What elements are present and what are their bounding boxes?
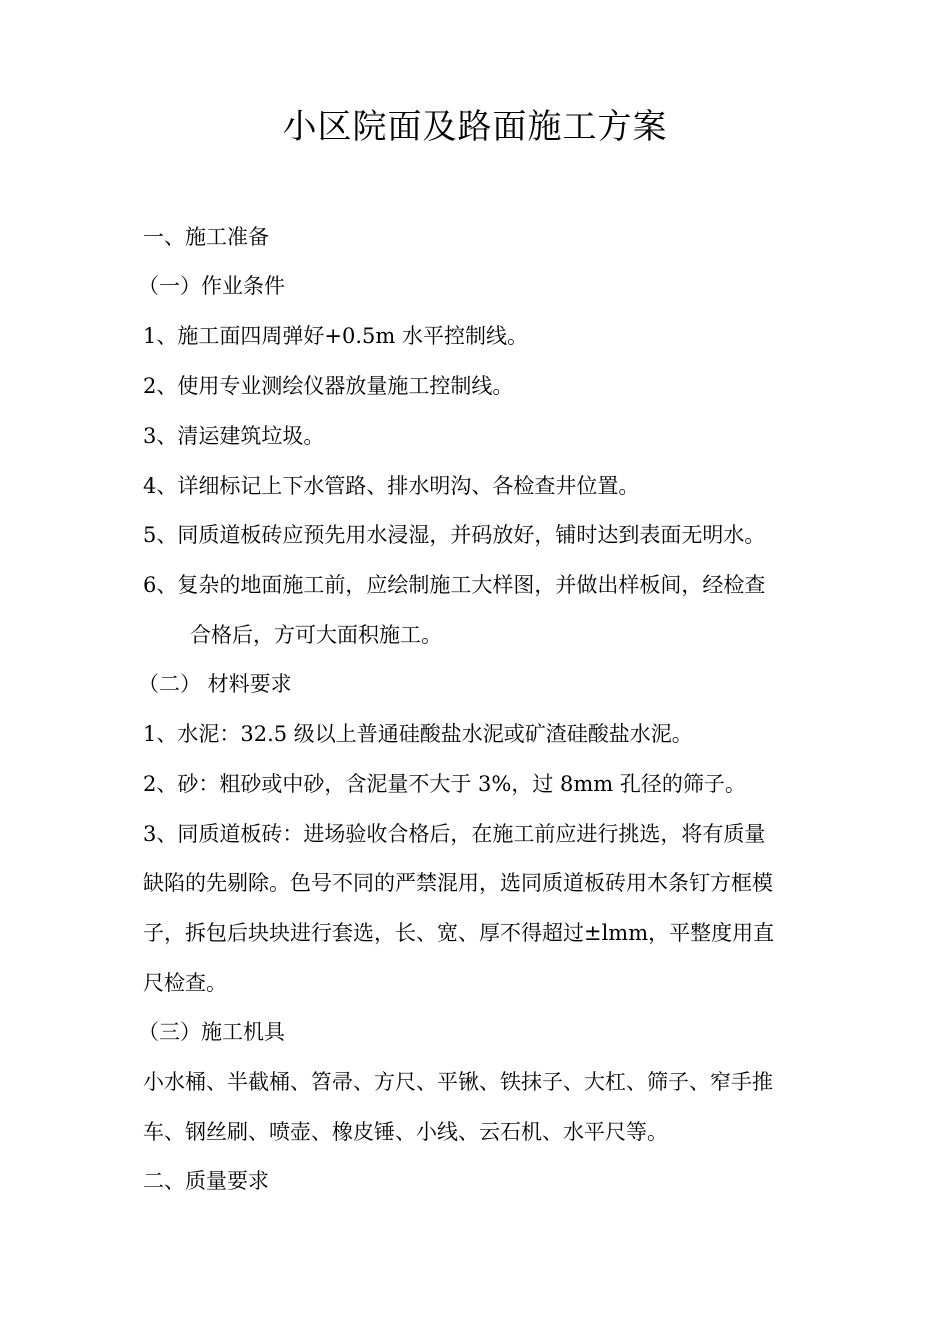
subsection-heading-tools: （三）施工机具 <box>138 1020 285 1044</box>
material-item-3: 3、同质道板砖：进场验收合格后，在施工前应进行挑选，将有质量 <box>143 822 766 846</box>
subsection-heading-materials: （二） 材料要求 <box>138 672 292 696</box>
section-heading-preparation: 一、施工准备 <box>143 225 269 249</box>
material-item-1: 1、水泥：32.5 级以上普通硅酸盐水泥或矿渣硅酸盐水泥。 <box>143 722 693 746</box>
condition-item-4: 4、详细标记上下水管路、排水明沟、各检查井位置。 <box>143 474 640 498</box>
material-item-2: 2、砂：粗砂或中砂，含泥量不大于 3%，过 8mm 孔径的筛子。 <box>143 772 746 796</box>
condition-item-5: 5、同质道板砖应预先用水浸湿，并码放好，铺时达到表面无明水。 <box>143 523 766 547</box>
subsection-heading-conditions: （一）作业条件 <box>138 274 285 298</box>
material-item-3-line-4: 尺检查。 <box>143 971 227 995</box>
material-item-3-line-3: 子，拆包后块块进行套选，长、宽、厚不得超过±lmm，平整度用直 <box>143 921 775 945</box>
condition-item-1: 1、施工面四周弹好+0.5m 水平控制线。 <box>143 324 528 348</box>
condition-item-2: 2、使用专业测绘仪器放量施工控制线。 <box>143 374 514 398</box>
tools-list-line-1: 小水桶、半截桶、笤帚、方尺、平锹、铁抹子、大杠、筛子、窄手推 <box>143 1070 773 1094</box>
condition-item-6: 6、复杂的地面施工前，应绘制施工大样图，并做出样板间，经检查 <box>143 573 766 597</box>
tools-list-line-2: 车、钢丝刷、喷壶、橡皮锤、小线、云石机、水平尺等。 <box>143 1120 668 1144</box>
condition-item-6-continued: 合格后，方可大面积施工。 <box>190 623 442 647</box>
document-title: 小区院面及路面施工方案 <box>282 107 668 147</box>
condition-item-3: 3、清运建筑垃圾。 <box>143 424 325 448</box>
material-item-3-line-2: 缺陷的先剔除。色号不同的严禁混用，选同质道板砖用木条钉方框模 <box>143 871 773 895</box>
section-heading-quality: 二、质量要求 <box>143 1169 269 1193</box>
